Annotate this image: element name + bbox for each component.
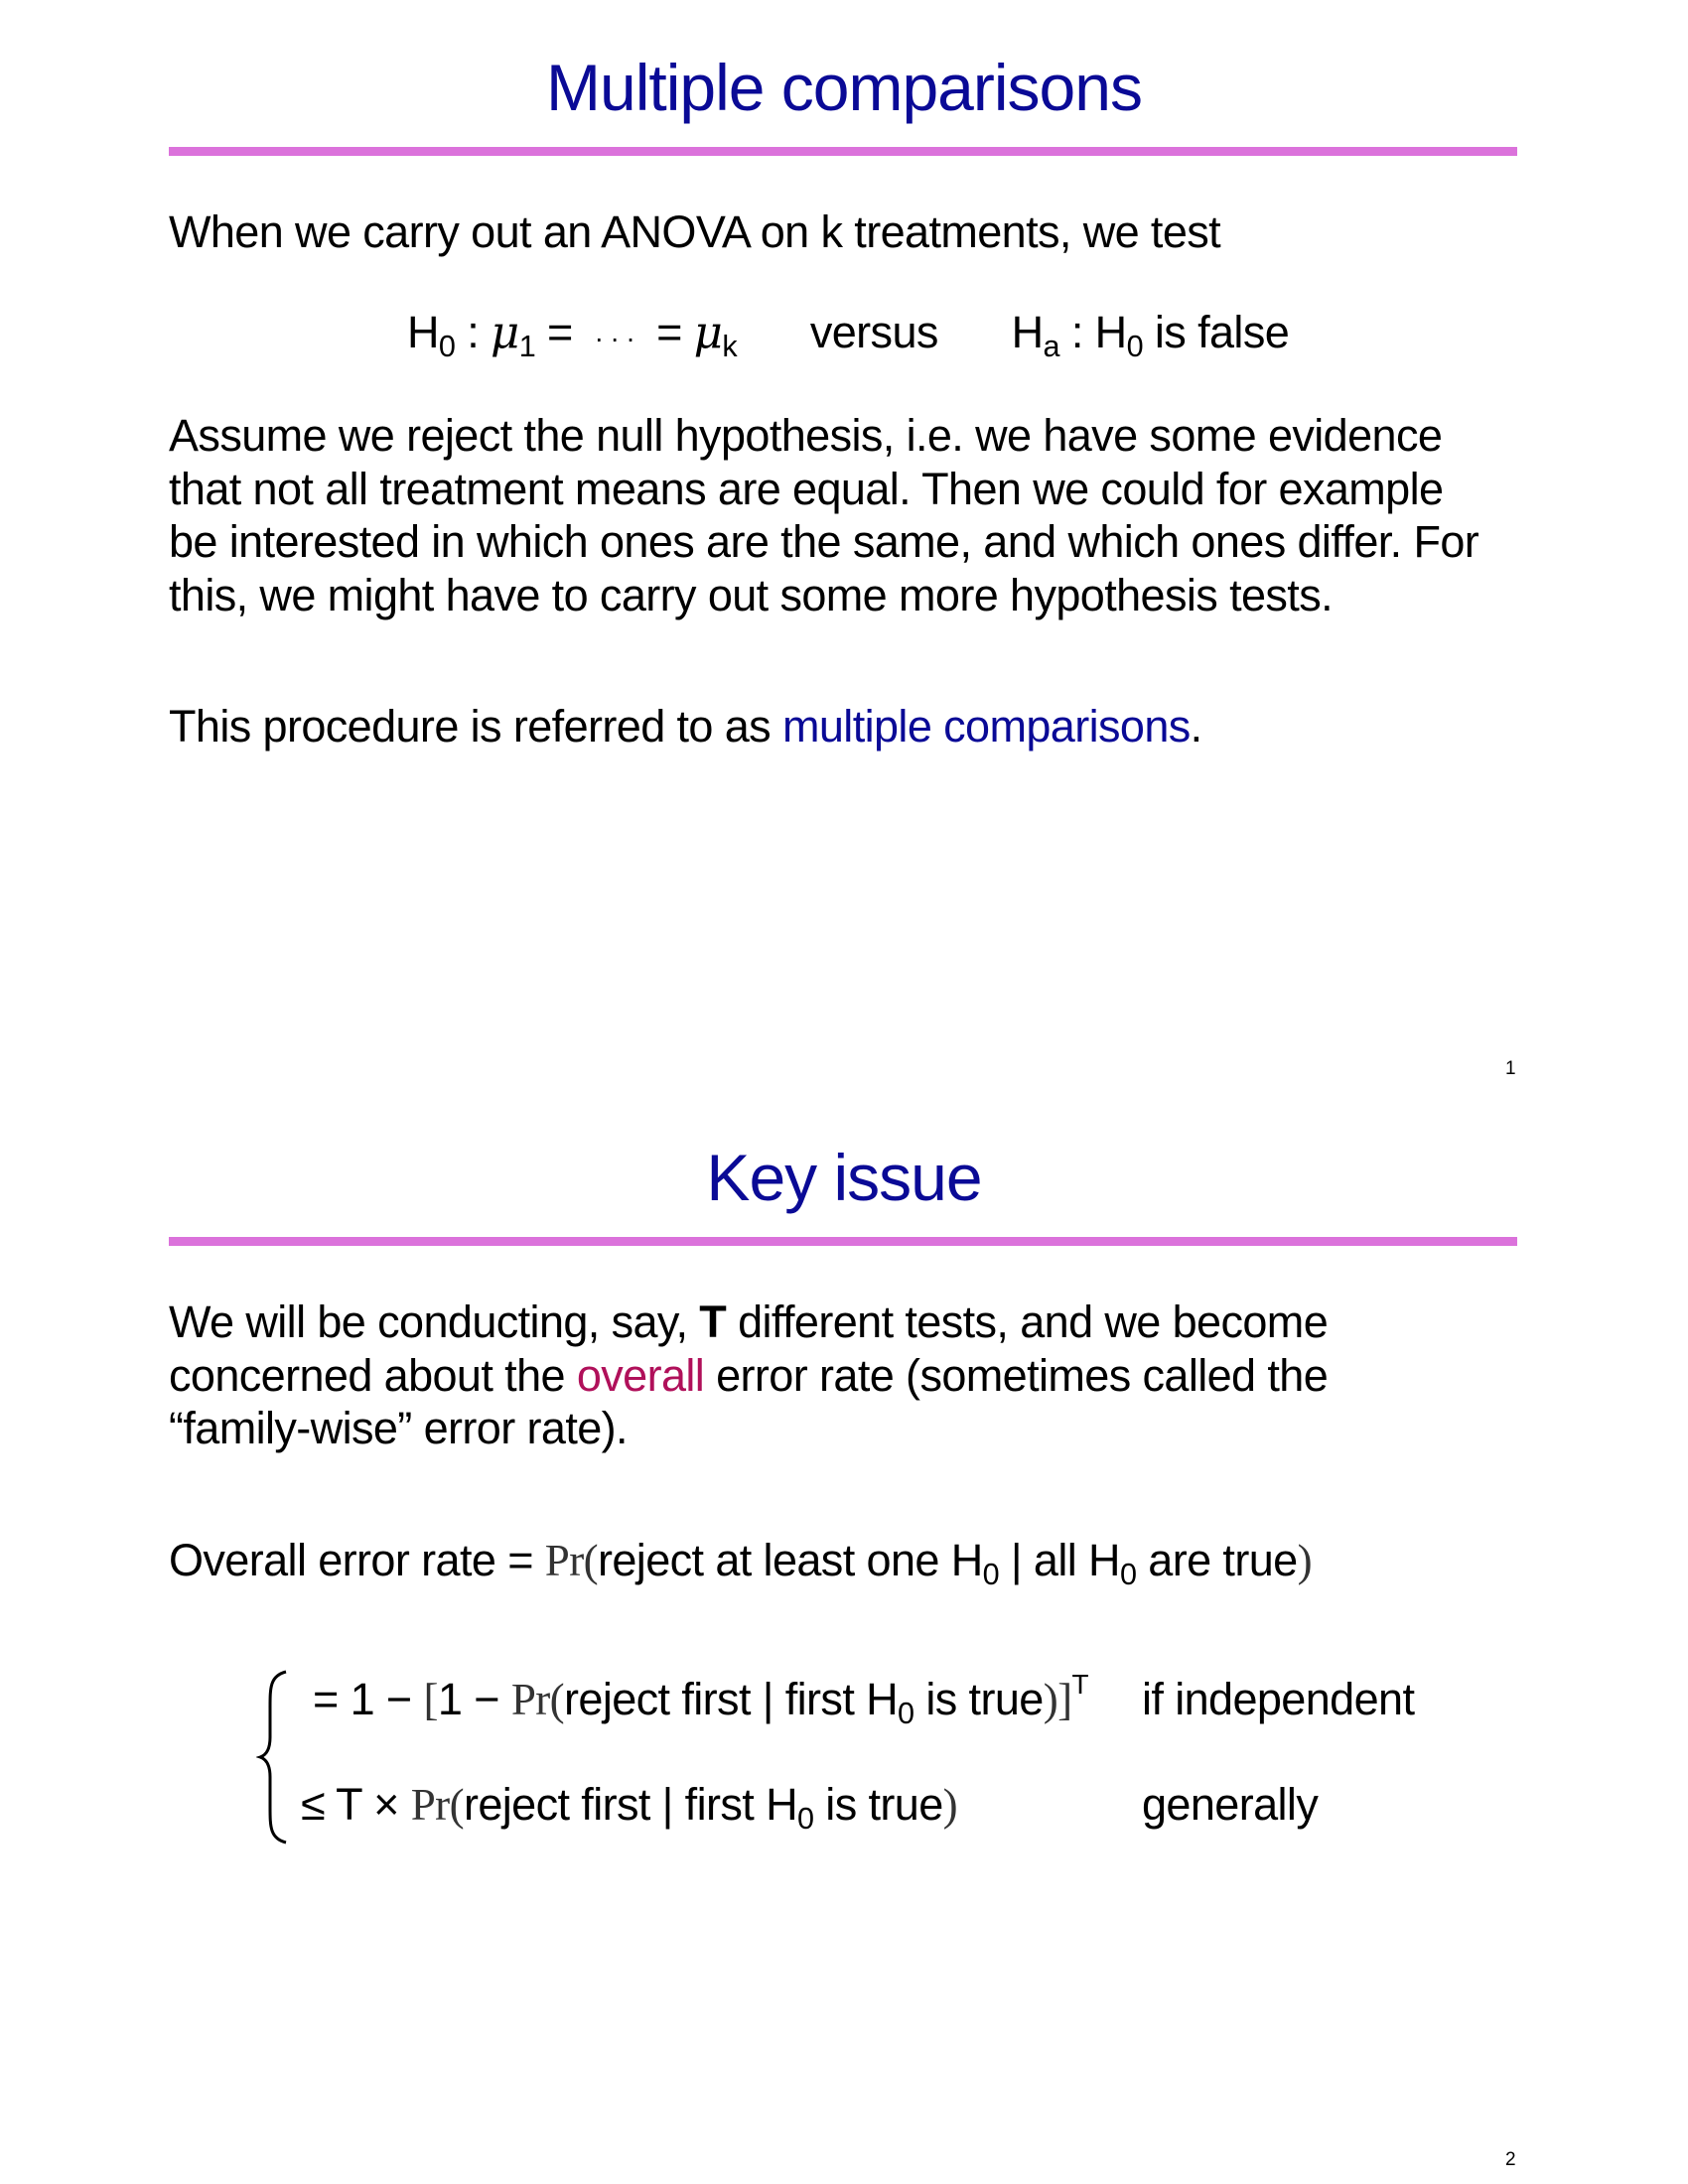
text: is true: [914, 1674, 1044, 1724]
text: concerned about the: [169, 1349, 577, 1401]
ha-subscript: a: [1043, 330, 1059, 364]
pr-symbol: Pr: [544, 1536, 584, 1585]
slide-title: Key issue: [706, 1141, 982, 1214]
paragraph-line: Assume we reject the null hypothesis, i.e. we have some evidence: [169, 410, 1443, 461]
page-number: 2: [1505, 2149, 1516, 2170]
condition-general: generally: [1142, 1779, 1319, 1830]
text: are true: [1136, 1535, 1298, 1585]
text: | all H: [999, 1535, 1120, 1585]
equals: =: [547, 307, 573, 357]
paragraph: [169, 409, 1478, 621]
case-independent: [313, 1669, 1088, 1731]
mu-symbol: μ: [693, 306, 723, 358]
paragraph-line: [169, 1349, 1328, 1403]
bracket-close: ]: [1057, 1675, 1072, 1724]
left-brace-icon: [256, 1668, 292, 1846]
multiple-comparisons-term: multiple comparisons: [781, 701, 1191, 751]
versus-text: versus: [809, 307, 938, 357]
is-false-text: is false: [1154, 307, 1290, 357]
paragraph-line: that not all treatment means are equal. Then we could for example: [169, 463, 1444, 514]
period: .: [1190, 701, 1202, 751]
intro-text: When we carry out an ANOVA on k treatments, we test: [169, 206, 1221, 257]
paragraph-line: this, we might have to carry out some more hypothesis tests.: [169, 569, 1334, 620]
mu1-subscript: 1: [518, 330, 536, 364]
paren-open: (: [583, 1536, 598, 1585]
procedure-prefix: This procedure is referred to as: [169, 701, 782, 751]
paragraph-line: be interested in which ones are the same, and which ones differ. For: [169, 516, 1479, 567]
bracket-open: [: [423, 1675, 438, 1724]
paren-close: ): [942, 1780, 958, 1830]
text: different tests, and we become: [726, 1297, 1329, 1347]
mu-symbol: μ: [491, 306, 519, 358]
bold-T: T: [699, 1297, 727, 1347]
subscript: 0: [982, 1558, 1000, 1592]
pr-symbol: Pr: [410, 1780, 450, 1830]
text: error rate (sometimes called the: [704, 1349, 1329, 1401]
equals: =: [656, 307, 682, 357]
procedure-sentence: [169, 701, 1202, 752]
ha-symbol: H: [1011, 307, 1044, 357]
subscript: 0: [1119, 1558, 1137, 1592]
page-number: 1: [1505, 1058, 1516, 1079]
overall-error-equation: [169, 1535, 1312, 1592]
paragraph-line: [169, 1296, 1328, 1349]
ellipsis: · · ·: [594, 323, 635, 353]
condition-independent: if independent: [1142, 1674, 1415, 1724]
paren-close: ): [1297, 1536, 1312, 1585]
text: reject first | first H: [463, 1779, 797, 1830]
subscript: 0: [796, 1802, 814, 1837]
muk-subscript: k: [722, 330, 738, 364]
exponent: T: [1071, 1669, 1088, 1701]
h0-subscript: 0: [1126, 330, 1143, 364]
title-rule: [169, 1237, 1517, 1246]
text: 1 −: [437, 1674, 511, 1724]
overall-label: Overall error rate =: [169, 1535, 545, 1585]
colon: :: [467, 307, 480, 357]
colon: :: [1070, 307, 1083, 357]
text: = 1 −: [313, 1674, 424, 1724]
overall-highlight: overall: [576, 1349, 705, 1401]
paragraph: [169, 1296, 1328, 1455]
h0-subscript: 0: [438, 330, 456, 364]
text: reject at least one H: [597, 1535, 983, 1585]
paren-open: (: [449, 1780, 464, 1830]
subscript: 0: [898, 1697, 914, 1731]
text: ≤ T ×: [301, 1779, 411, 1830]
pr-symbol: Pr: [510, 1675, 550, 1724]
paren-open: (: [549, 1675, 565, 1724]
title-rule: [169, 147, 1517, 156]
text: reject first | first H: [564, 1674, 899, 1724]
paren-close: ): [1043, 1675, 1058, 1724]
slide-title: Multiple comparisons: [546, 51, 1142, 124]
h0-symbol: H: [407, 307, 439, 357]
text: We will be conducting, say,: [169, 1297, 700, 1347]
paragraph-line: “family-wise” error rate).: [169, 1403, 628, 1453]
text: is true: [813, 1779, 943, 1830]
h0-symbol: H: [1094, 307, 1127, 357]
hypothesis-equation: [407, 306, 1290, 364]
case-general: [301, 1779, 958, 1837]
